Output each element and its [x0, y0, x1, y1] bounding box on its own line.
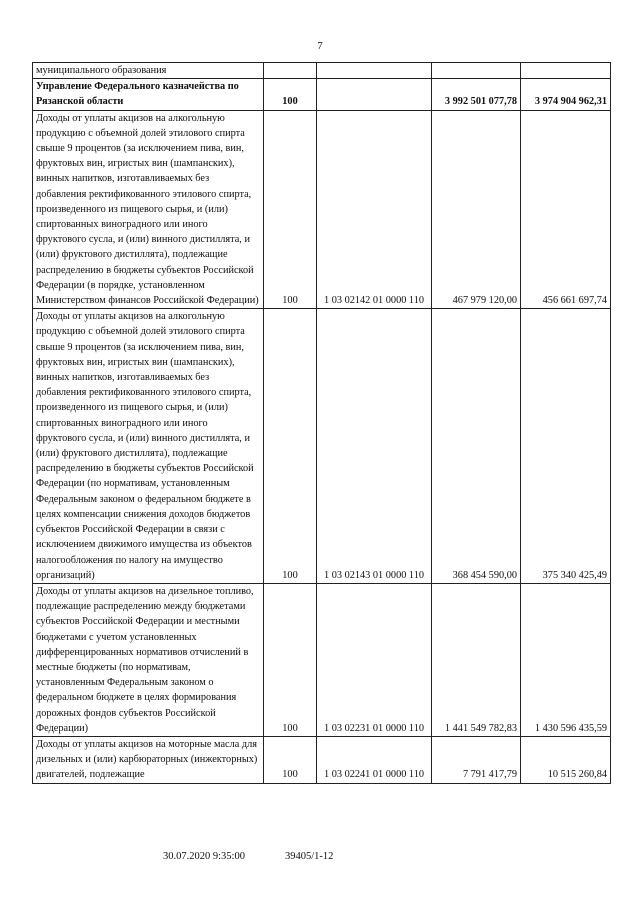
- row-value-2: 3 974 904 962,31: [521, 79, 611, 110]
- row-code: 100: [264, 583, 317, 736]
- table-row: [33, 583, 611, 736]
- row-value-1: 1 441 549 782,83: [432, 583, 521, 736]
- row-kbk: 1 03 02231 01 0000 110: [317, 583, 432, 736]
- row-code: 100: [264, 309, 317, 584]
- row-code: [264, 63, 317, 79]
- footer-timestamp: 30.07.2020 9:35:00: [163, 851, 245, 862]
- row-value-2: 456 661 697,74: [521, 110, 611, 309]
- row-value-1: [432, 63, 521, 79]
- row-kbk: 1 03 02142 01 0000 110: [317, 110, 432, 309]
- row-value-1: 368 454 590,00: [432, 309, 521, 584]
- row-description: Доходы от уплаты акцизов на дизельное топливо, подлежащие распределению между бюджетами субъектов Российской Федерации и местными бюджетами с учетом установленных дифференцированных нормативов отчислений в местные бюджеты (по нормативам, установленным Федеральным законом о федеральном бюджете в целях формирования дорожных фондов субъектов Российской Федерации): [33, 583, 264, 736]
- row-code: 100: [264, 736, 317, 783]
- row-kbk: [317, 79, 432, 110]
- row-value-1: 7 791 417,79: [432, 736, 521, 783]
- row-description: Доходы от уплаты акцизов на моторные масла для дизельных и (или) карбюраторных (инжекторных) двигателей, подлежащие: [33, 736, 264, 783]
- budget-table: [32, 62, 611, 784]
- row-description: Доходы от уплаты акцизов на алкогольную продукцию с объемной долей этилового спирта свыше 9 процентов (за исключением пива, вин, фруктовых вин, игристых вин (шампанских), винных напитков, изготавливаемых без добавления ректификованного этилового спирта, произведенного из пищевого сырья, и (или) спиртованных виноградного или иного фруктового сусла, и (или) винного дистиллята, и (или) фруктового дистиллята), подлежащие распределению в бюджеты субъектов Российской Федерации (по нормативам, установленным Федеральным законом о федеральном бюджете в целях компенсации снижения доходов бюджетов субъектов Российской Федерации в связи с исключением движимого имущества из объектов налогообложения по налогу на имущество организаций): [33, 309, 264, 584]
- row-value-2: 375 340 425,49: [521, 309, 611, 584]
- row-description: Управление Федерального казначейства по Рязанской области: [33, 79, 264, 110]
- row-description: Доходы от уплаты акцизов на алкогольную продукцию с объемной долей этилового спирта свыше 9 процентов (за исключением пива, вин, фруктовых вин, игристых вин (шампанских), винных напитков, изготавливаемых без добавления ректификованного этилового спирта, произведенного из пищевого сырья, и (или) спиртованных виноградного или иного фруктового сусла, и (или) винного дистиллята, и (или) фруктового дистиллята), подлежащие распределению в бюджеты субъектов Российской Федерации (в порядке, установленном Министерством финансов Российской Федерации): [33, 110, 264, 309]
- table-row: [33, 309, 611, 584]
- table-row: [33, 63, 611, 79]
- row-value-2: 1 430 596 435,59: [521, 583, 611, 736]
- row-description: муниципального образования: [33, 63, 264, 79]
- table-row: [33, 110, 611, 309]
- row-code: 100: [264, 79, 317, 110]
- row-kbk: [317, 63, 432, 79]
- row-value-2: 10 515 260,84: [521, 736, 611, 783]
- row-code: 100: [264, 110, 317, 309]
- table-row: [33, 79, 611, 110]
- row-kbk: 1 03 02143 01 0000 110: [317, 309, 432, 584]
- footer-doc-id: 39405/1-12: [285, 851, 334, 862]
- row-value-1: 3 992 501 077,78: [432, 79, 521, 110]
- row-value-2: [521, 63, 611, 79]
- page-number: 7: [317, 40, 323, 52]
- row-kbk: 1 03 02241 01 0000 110: [317, 736, 432, 783]
- table-row: [33, 736, 611, 783]
- row-value-1: 467 979 120,00: [432, 110, 521, 309]
